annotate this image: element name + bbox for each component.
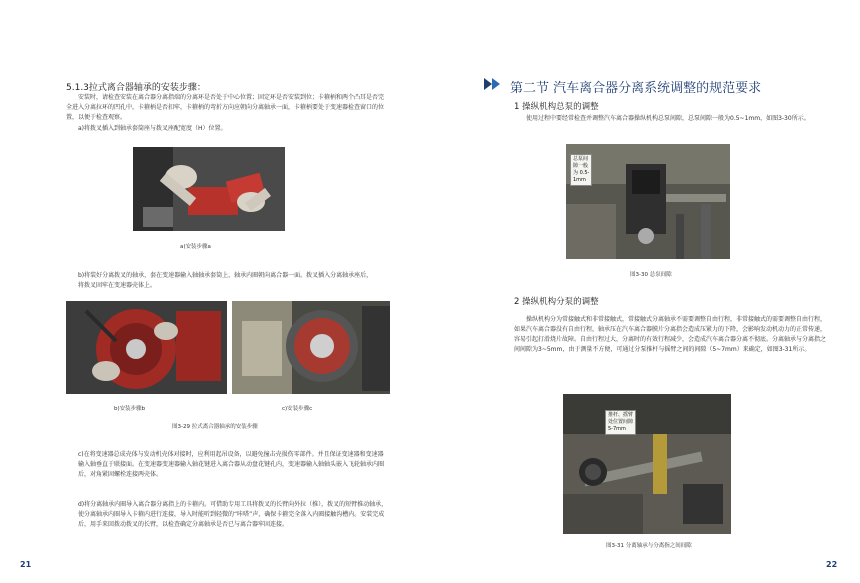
photo-figure-3-30: [566, 144, 730, 259]
step-b-text: b)将装好分离拨叉的轴承，套在变速器输入轴轴承套筒上，轴承内圈朝向离合器一面。拨叉插入分离轴承座后，将拨叉固牢在变速器壳体上。: [78, 272, 373, 289]
right-page: [430, 0, 860, 583]
photo-figure-3-31: [563, 394, 731, 534]
figure-3-30-caption: 图3-30 总泵间隙: [630, 272, 672, 278]
figure-3-31-caption: 图3-31 分离轴承与分离指之间间隙: [606, 543, 692, 549]
photo-step-c: [232, 301, 390, 394]
caption-step-b: b)安装步骤b: [114, 406, 146, 412]
subsection-1-title: 1 操纵机构总泵的调整: [514, 102, 599, 112]
caption-step-a: a)安装步骤a: [180, 244, 211, 250]
section-2-title: 第二节 汽车离合器分离系统调整的规范要求: [510, 81, 762, 96]
step-d-text: d)将分离轴承内圈导入离合器分离指上的卡箍内。可借助专用工具将拨叉的长臂向外拉（推），拨叉的短臂推动轴承，使分离轴承内圈导入卡箍内进行连接，导入时能听到轻微的“咔嗒”声，确保卡箍完全落入内圈接触沟槽内。安装完成后，用手来回拨动拨叉的长臂，以检查确定分离轴承是否已与离合器牢固连接。: [78, 501, 388, 528]
caption-step-c: c)安装步骤c: [282, 406, 313, 412]
subsection-2-paragraph: 操纵机构分为常接触式和非常接触式，常接触式分离轴承不需要调整自由行程，非常接触式的需要调整自由行程，如果汽车离合器没有自由行程，轴承压在汽车离合器膜片分离指会造成压紧力的下降，会影响发动机动力的正常传递，容易引起打滑烧片故障。自由行程过大，分离时的有效行程减少，会造成汽车离合器分离不彻底。分离轴承与分离指之间间隙为3~5mm，由于测量不方便，可通过分泵推杆与摇臂之间的间隙（5~7mm）来确定，如图3-31所示。: [514, 316, 827, 353]
photo-2-annotation: 推杆、摇臂 处位置间隙 5-7mm: [605, 410, 636, 435]
photo-step-b: [66, 301, 227, 394]
photo-1-annotation: 总泵间 隙一般 为 0.5- 1mm: [570, 154, 592, 186]
subsection-1-paragraph: 使用过程中要经常检查并调整汽车离合器操纵机构总泵间隙，总泵间隙一般为0.5~1mm，如图3-30所示。: [526, 115, 810, 122]
section-title: 5.1.3拉式离合器轴承的安装步骤：: [66, 83, 206, 93]
page-number-left: 21: [20, 560, 32, 569]
photo-step-a: [133, 147, 285, 231]
figure-3-29-caption: 图3-29 拉式离合器轴承的安装步骤: [172, 424, 258, 430]
page-number-right: 22: [826, 560, 838, 569]
intro-paragraph: 安装时，请检查安装在离合器分离指端的分离环是否处于中心位置；固定环是否安装到位；卡箍柄和两个凸耳是否完全进入分离拉环的凹孔中，卡箍柄是否扣牢，卡箍柄的弯折方向应朝向分离轴承一面，卡箍柄要处于变速器检查窗口的位置，以便于检查观察。: [66, 94, 385, 121]
subsection-2-title: 2 操纵机构分泵的调整: [514, 297, 599, 307]
step-c-text: c)在将变速器总成壳体与发动机壳体对接时，应利用起吊设备，以避免撞击壳损伤零部件。并且保证变速器和变速器输入轴垂直于联接面。在变速器变速器输入轴花键进入离合器从动盘花键孔内，变速器输入轴轴头嵌入飞轮轴承内圈后，对角紧固螺栓连接两壳体。: [78, 451, 385, 478]
section-arrow-icon: [484, 78, 504, 90]
step-a-text: a)将拨叉插入到轴承套筒座与拨叉座配宽度（H）位置。: [78, 125, 227, 132]
